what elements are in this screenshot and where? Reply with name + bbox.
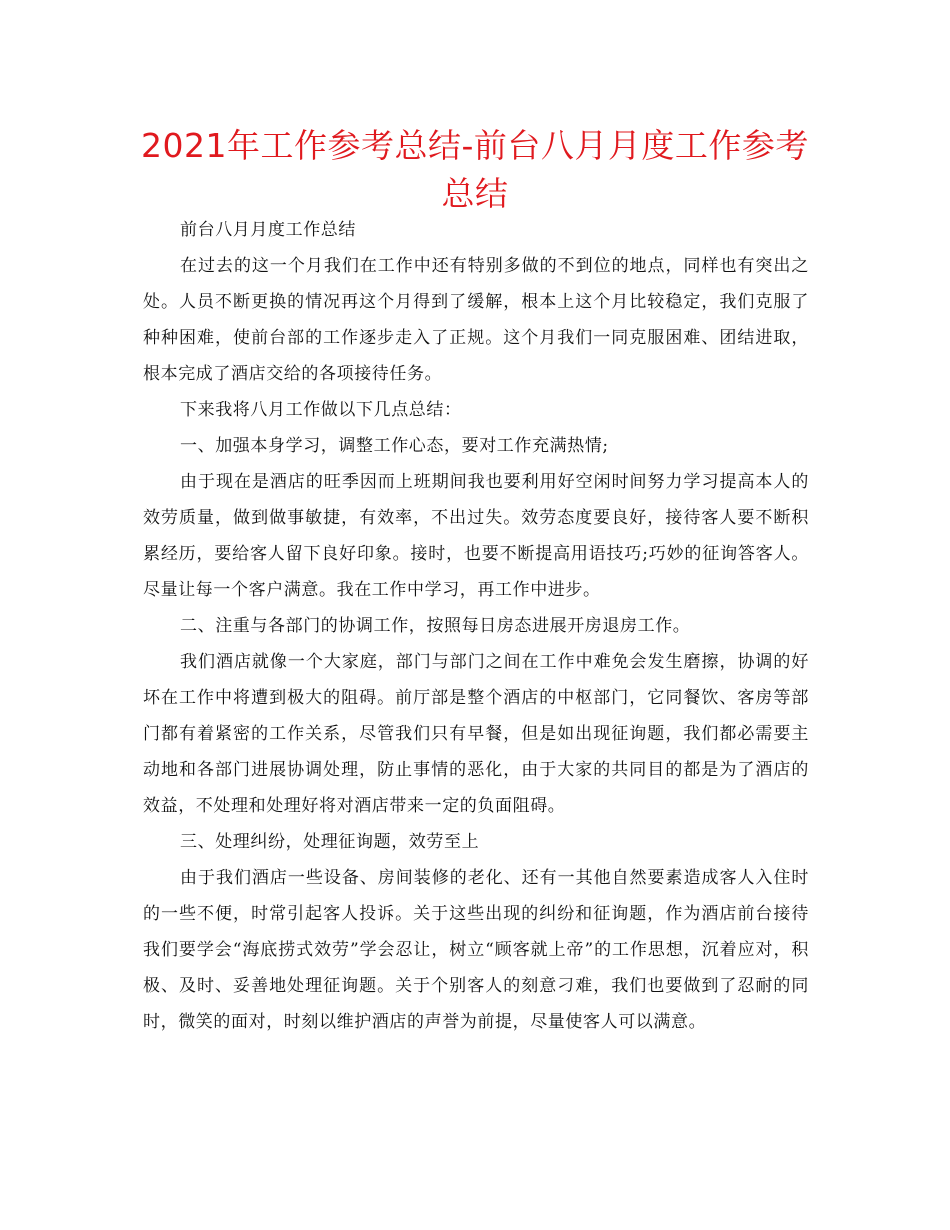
- paragraph-subtitle: 前台八月月度工作总结: [180, 220, 356, 240]
- section-heading-3: 三、处理纠纷，处理征询题，效劳至上: [180, 832, 480, 852]
- paragraph-summary-lead: 下来我将八月工作做以下几点总结：: [180, 400, 462, 420]
- paragraph-section-1: 由于现在是酒店的旺季因而上班期间我也要利用好空闲时间努力学习提高本人的效劳质量，做到做事敏捷，有效率，不出过失。效劳态度要良好，接待客人要不断积累经历，要给客人留下良好印象。接时，也要不断提高用语技巧;巧妙的征询答客人。尽量让每一个客户满意。我在工作中学习，再工作中进步。: [143, 472, 809, 600]
- paragraph-section-3: 由于我们酒店一些设备、房间装修的老化、还有一其他自然要素造成客人入住时的一些不便，时常引起客人投诉。关于这些出现的纠纷和征询题，作为酒店前台接待我们要学会“海底捞式效劳”学会忍让，树立“顾客就上帝”的工作思想，沉着应对，积极、及时、妥善地处理征询题。关于个别客人的刻意刁难，我们也要做到了忍耐的同时，微笑的面对，时刻以维护酒店的声誉为前提，尽量使客人可以满意。: [143, 868, 809, 1032]
- section-heading-1: 一、加强本身学习，调整工作心态，要对工作充满热情;: [180, 436, 609, 456]
- section-heading-2: 二、注重与各部门的协调工作，按照每日房态进展开房退房工作。: [180, 616, 691, 636]
- document-body: [143, 212, 809, 1040]
- document-title: 2021年工作参考总结-前台八月月度工作参考总结: [141, 126, 809, 213]
- paragraph-intro: 在过去的这一个月我们在工作中还有特别多做的不到位的地点，同样也有突出之处。人员不断更换的情况再这个月得到了缓解，根本上这个月比较稳定，我们克服了种种困难，使前台部的工作逐步走入了正规。这个月我们一同克服困难、团结进取，根本完成了酒店交给的各项接待任务。: [143, 256, 809, 384]
- paragraph-section-2: 我们酒店就像一个大家庭，部门与部门之间在工作中难免会发生磨擦，协调的好坏在工作中将遭到极大的阻碍。前厅部是整个酒店的中枢部门，它同餐饮、客房等部门都有着紧密的工作关系，尽管我们只有早餐，但是如出现征询题，我们都必需要主动地和各部门进展协调处理，防止事情的恶化，由于大家的共同目的都是为了酒店的效益，不处理和处理好将对酒店带来一定的负面阻碍。: [143, 652, 809, 816]
